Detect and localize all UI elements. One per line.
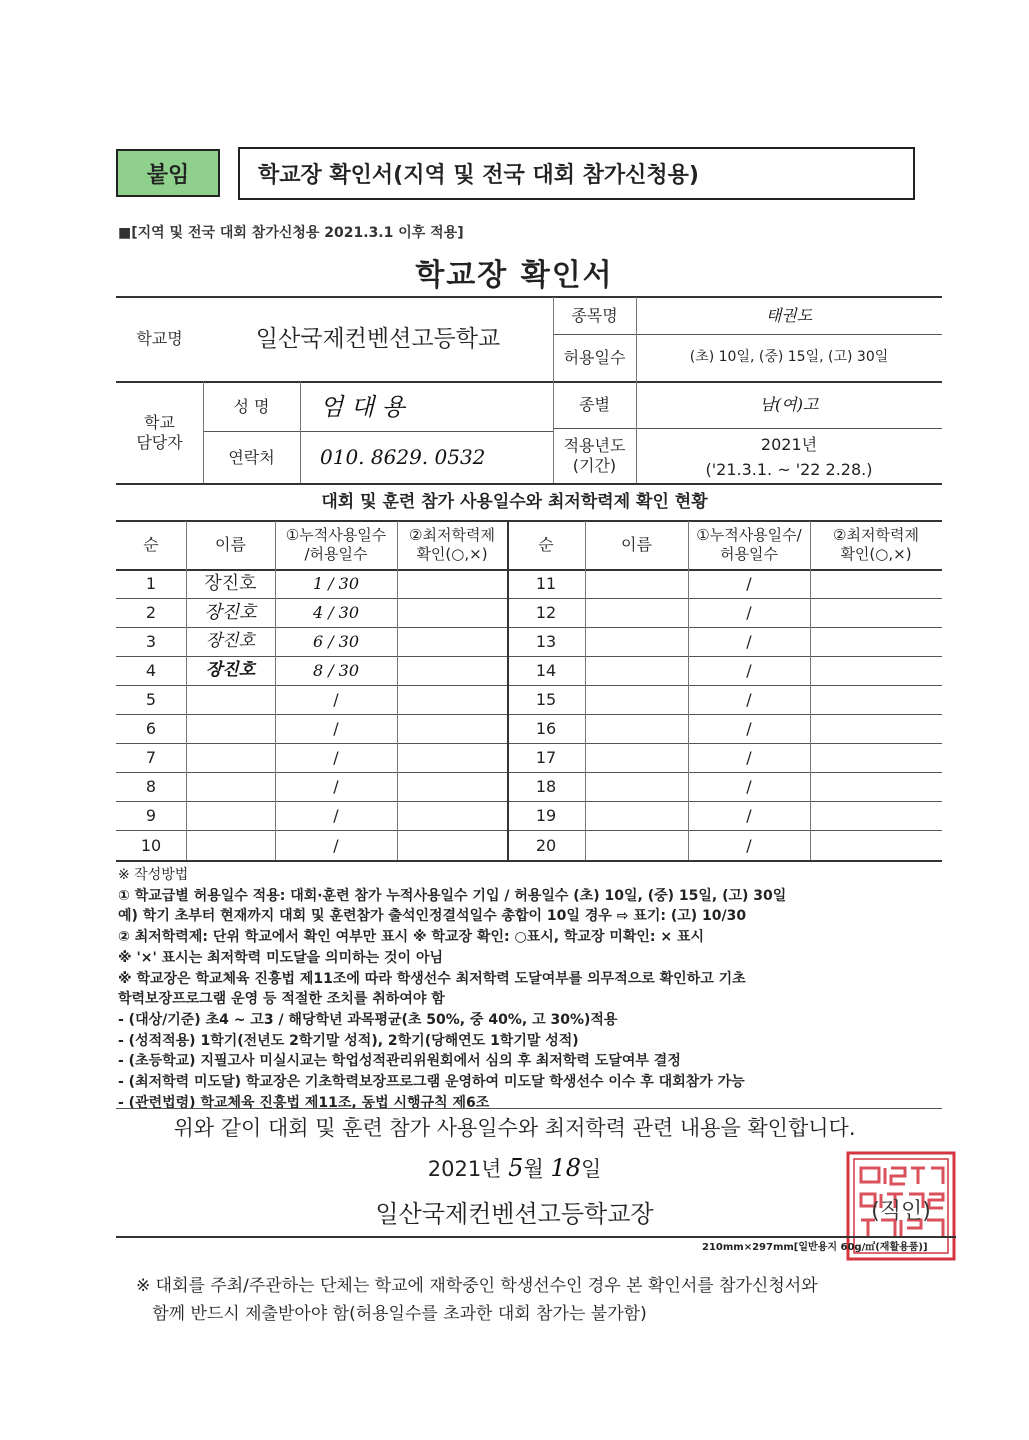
row-days: 4 / 30	[312, 603, 360, 622]
row-days: /	[333, 719, 339, 738]
footer-line: ※ 대회를 주최/주관하는 단체는 학교에 재학중인 학생선수인 경우 본 확인서를 참가신청서와	[136, 1276, 818, 1296]
gender-label: 종별	[579, 395, 610, 414]
row-days: /	[746, 632, 752, 651]
gender-value: 남(여)고	[759, 395, 819, 414]
date-month-unit: 월	[523, 1157, 544, 1181]
row-no: 11	[535, 574, 557, 593]
row-no: 10	[140, 835, 162, 855]
note-line: ① 학교급별 허용일수 적용: 대회·훈련 참가 누적사용일수 기입 / 허용일수 (초) 10일, (중) 15일, (고) 30일	[118, 887, 787, 904]
row-no: 16	[535, 719, 557, 738]
date-year: 2021년	[427, 1157, 502, 1181]
date-day-unit: 일	[580, 1157, 602, 1181]
row-days: 1 / 30	[312, 574, 360, 593]
note-line: - (대상/기준) 초4 ~ 고3 / 해당학년 과목평균(초 50%, 중 40%, 고 30%)적용	[118, 1011, 618, 1028]
row-no: 12	[535, 603, 557, 622]
row-name: 장진호	[204, 572, 257, 594]
row-days: /	[746, 748, 752, 767]
row-days: /	[746, 777, 752, 796]
period-value: ('21.3.1. ~ '22 2.28.)	[705, 459, 873, 479]
row-days: /	[333, 690, 339, 709]
row-no: 18	[535, 777, 557, 796]
row-no: 15	[535, 690, 557, 709]
attachment-tag: 붙임	[116, 149, 220, 197]
note-line: ※ 작성방법	[118, 867, 189, 883]
paper-spec: 210mm×297mm[일반용지 60g/㎡(재활용품)]	[702, 1242, 928, 1253]
note-line: - (관련법령) 학교체육 진흥법 제11조, 동법 시행규칙 제6조	[118, 1094, 490, 1111]
seal-label: (직인)	[871, 1199, 931, 1224]
table-title: 대회 및 훈련 참가 사용일수와 최저학력제 확인 현황	[321, 492, 708, 512]
footer-note	[136, 1272, 956, 1328]
date-day: 18	[550, 1154, 581, 1182]
year-value: 2021년	[760, 434, 818, 454]
row-days: /	[746, 690, 752, 709]
row-no: 3	[145, 632, 157, 651]
note-line: ② 최저학력제: 단위 학교에서 확인 여부만 표시 ※ 학교장 확인: ○표시, 학교장 미확인: × 표시	[118, 929, 705, 946]
row-name: 장진호	[204, 601, 257, 623]
allowed-label: 허용일수	[563, 348, 626, 367]
row-no: 20	[535, 835, 557, 855]
row-days: /	[333, 835, 339, 855]
row-days: /	[333, 806, 339, 825]
row-no: 2	[145, 603, 157, 622]
note-line: - (최저학력 미도달) 학교장은 기초학력보장프로그램 운영하여 미도달 학생선수 이수 후 대회참가 가능	[118, 1074, 745, 1091]
row-days: /	[333, 748, 339, 767]
header-days-right: ①누적사용일수/ 허용일수	[696, 526, 802, 563]
row-days: /	[746, 835, 752, 855]
footer-line: 함께 반드시 제출받아야 함(허용일수를 초과한 대회 참가는 불가함)	[136, 1304, 647, 1324]
instructions	[118, 865, 948, 1113]
sport-label: 종목명	[571, 305, 618, 325]
row-no: 5	[145, 690, 157, 709]
row-no: 6	[145, 719, 157, 738]
row-no: 8	[145, 777, 157, 796]
row-days: /	[333, 777, 339, 796]
sport-value: 태권도	[765, 305, 813, 325]
note-line: 학력보장프로그램 운영 등 적절한 조치를 취하여야 함	[118, 991, 445, 1008]
contact-label: 연락처	[228, 447, 275, 467]
manager-label: 학교 담당자	[136, 412, 183, 452]
allowed-value: (초) 10일, (중) 15일, (고) 30일	[689, 349, 889, 366]
note-line: ※ 학교장은 학교체육 진흥법 제11조에 따라 학생선수 최저학력 도달여부를 의무적으로 확인하고 기초	[118, 970, 746, 987]
row-no: 13	[535, 632, 557, 651]
row-no: 14	[535, 661, 557, 680]
principal-name: 일산국제컨벤션고등학교장	[375, 1200, 654, 1228]
contact-value: 010. 8629. 0532	[320, 445, 486, 469]
row-days: /	[746, 806, 752, 825]
confirmation-text: 위와 같이 대회 및 훈련 참가 사용일수와 최저학력 관련 내용을 확인합니다.	[173, 1116, 856, 1140]
note-line: ※ '×' 표시는 최저학력 미도달을 의미하는 것이 아님	[118, 949, 443, 966]
note-line: 예) 학기 초부터 현재까지 대회 및 훈련참가 출석인정결석일수 총합이 10일 경우 ⇨ 표기: (고) 10/30	[118, 908, 747, 925]
school-label: 학교명	[136, 329, 183, 348]
row-name: 장진호	[205, 631, 256, 652]
header-days: ①누적사용일수 /허용일수	[285, 526, 387, 563]
header-check: ②최저학력제 확인(○,×)	[409, 526, 495, 563]
row-days: 6 / 30	[312, 632, 360, 651]
header-no: 순	[143, 535, 159, 554]
note-line: - (초등학교) 지필고사 미실시교는 학업성적관리위원회에서 심의 후 최저학력 도달여부 결정	[118, 1053, 681, 1070]
subtitle: ■[지역 및 전국 대회 참가신청용 2021.3.1 이후 적용]	[118, 225, 464, 241]
row-days: /	[746, 719, 752, 738]
header-title: 학교장 확인서(지역 및 전국 대회 참가신청용)	[238, 147, 915, 200]
header-name: 이름	[215, 535, 246, 554]
main-title: 학교장 확인서	[415, 258, 614, 293]
name-label: 성 명	[233, 396, 270, 416]
row-days: /	[746, 603, 752, 622]
school-name: 일산국제컨벤션고등학교	[255, 325, 501, 352]
note-line: - (성적적용) 1학기(전년도 2학기말 성적), 2학기(당해연도 1학기말 성적)	[118, 1032, 579, 1049]
year-label: 적용년도 (기간)	[563, 436, 626, 475]
row-days: /	[746, 661, 752, 680]
row-days: /	[746, 574, 752, 593]
header-check-right: ②최저학력제 확인(○,×)	[833, 526, 919, 563]
row-no: 19	[535, 806, 557, 825]
row-no: 1	[145, 574, 157, 593]
row-no: 4	[145, 661, 157, 680]
date-month: 5	[508, 1154, 524, 1182]
row-no: 7	[145, 748, 157, 767]
row-no: 17	[535, 748, 557, 767]
header-no-right: 순	[538, 535, 554, 554]
row-name: 장진호	[205, 660, 256, 681]
row-days: 8 / 30	[312, 661, 360, 680]
header-name-right: 이름	[621, 535, 652, 554]
manager-name: 엄 대 용	[320, 392, 405, 421]
row-no: 9	[145, 806, 157, 825]
